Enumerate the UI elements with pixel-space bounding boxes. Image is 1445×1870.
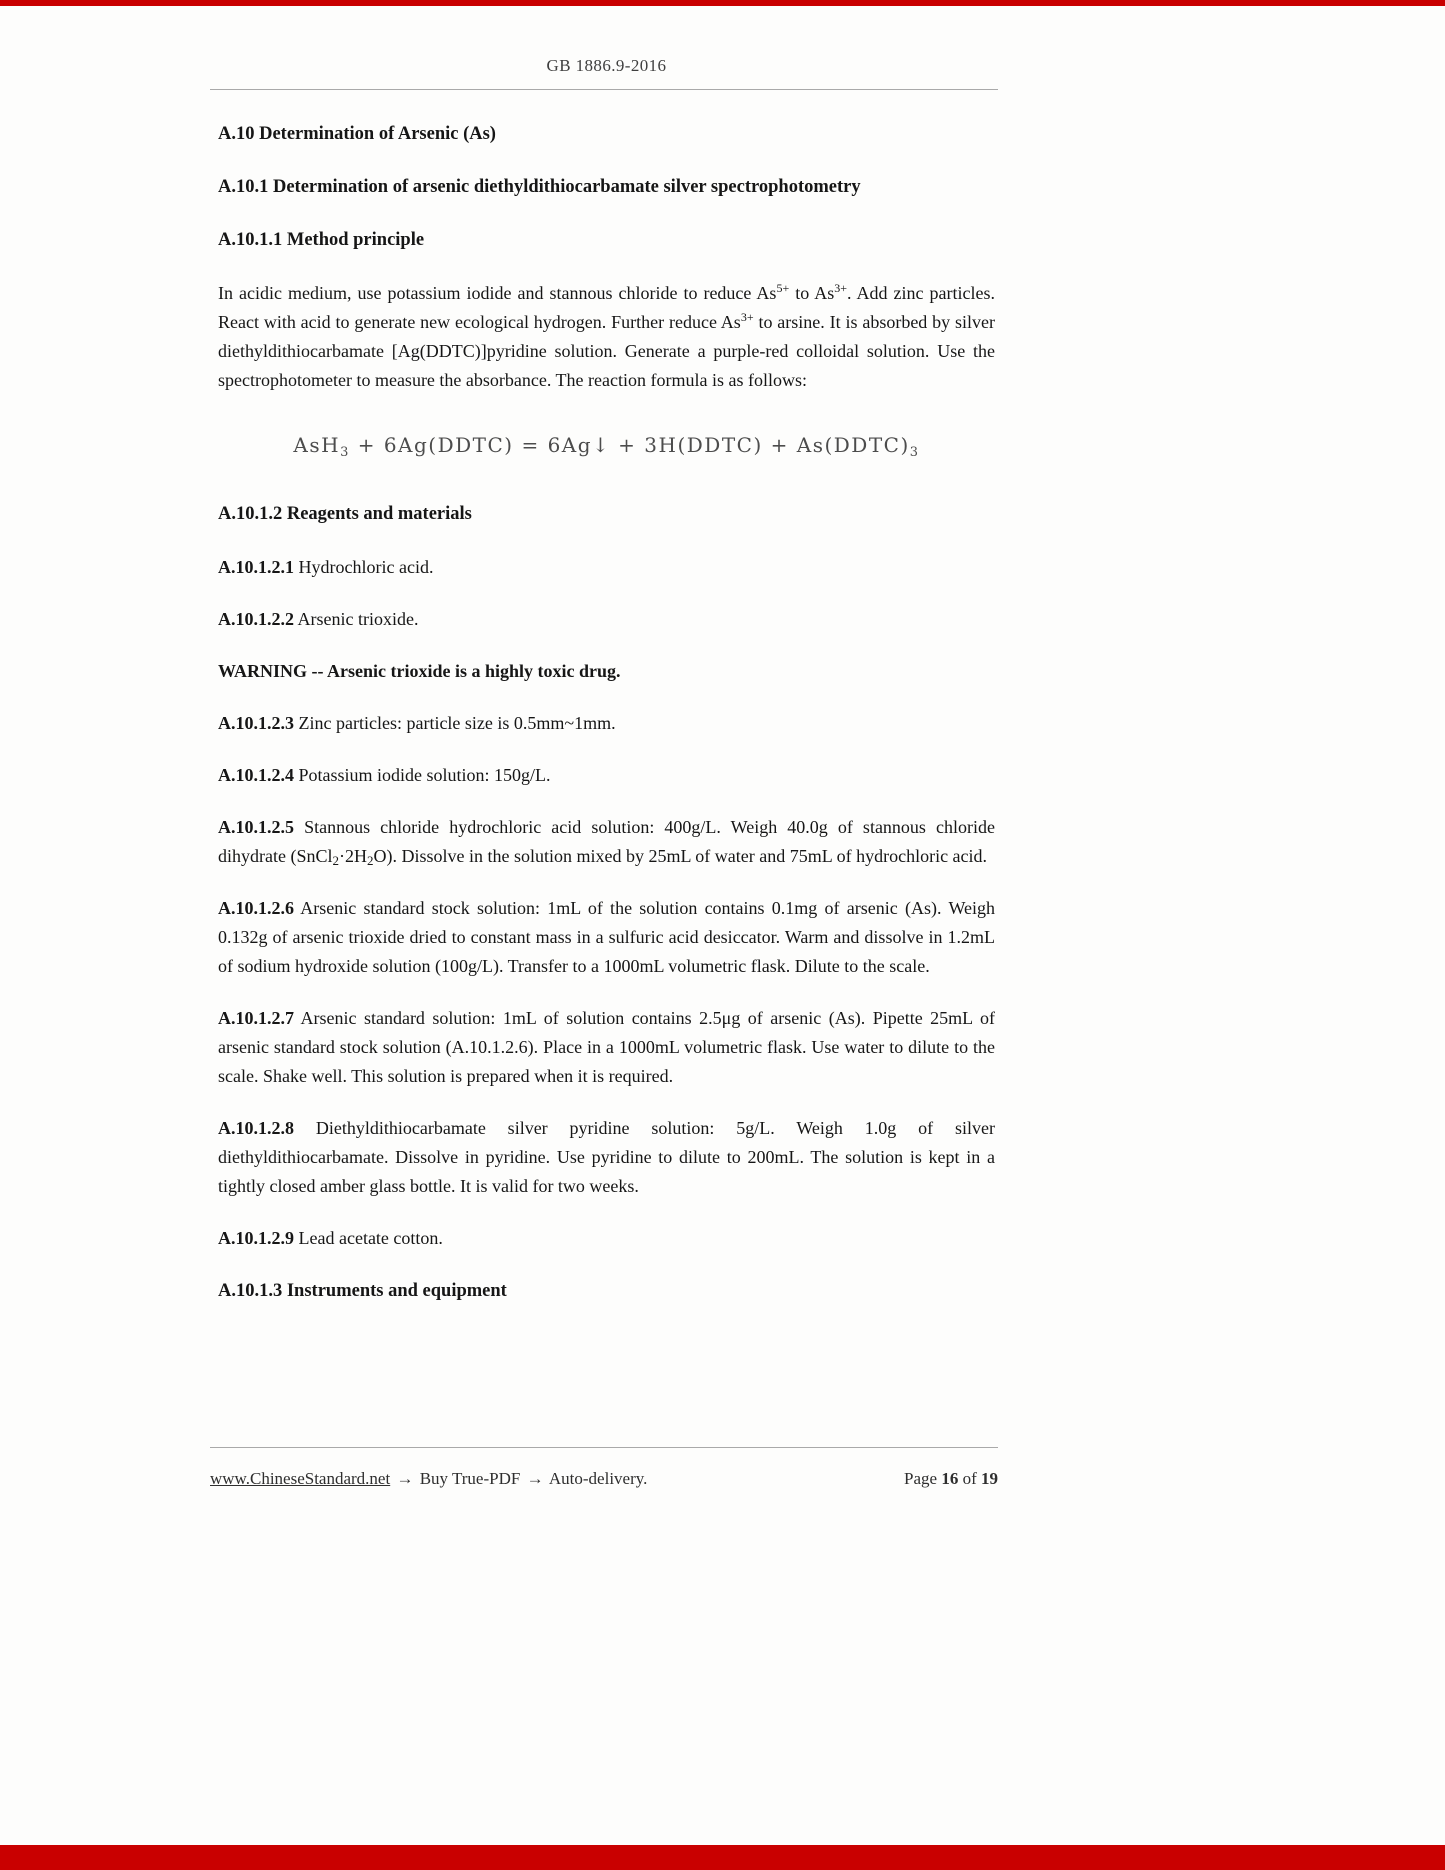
heading-a10-1-2: A.10.1.2 Reagents and materials [218, 504, 472, 524]
red-edge-bottom [0, 1845, 1445, 1870]
reagent-item-5 [218, 813, 995, 871]
footer-rule [210, 1447, 998, 1448]
text-run: In acidic medium, use potassium iodide and stannous chloride to reduce As [218, 283, 777, 303]
heading-a10-1-3: A.10.1.3 Instruments and equipment [218, 1281, 507, 1301]
item-text: Potassium iodide solution: 150g/L. [294, 765, 551, 785]
document-page [0, 6, 1445, 1845]
item-number: A.10.1.2.5 [218, 817, 294, 837]
item-number: A.10.1.2.2 [218, 609, 294, 629]
reagent-item-3 [218, 709, 995, 738]
item-text: Arsenic standard solution: 1mL of solution contains 2.5μg of arsenic (As). Pipette 25mL of arsenic standard stock solution (A.10.1.2.6). Place in a 1000mL volumetric flask. Use water to dilute to the scale. Shake well. This solution is prepared when it is required. [218, 1008, 995, 1086]
reagent-item-2 [218, 605, 995, 634]
arrow-right-icon: → [396, 1469, 414, 1488]
item-number: A.10.1.2.6 [218, 898, 294, 918]
subscript-run: 3 [909, 445, 920, 460]
item-number: A.10.1.2.1 [218, 557, 294, 577]
item-number: A.10.1.2.7 [218, 1008, 294, 1028]
method-principle-paragraph [218, 279, 995, 395]
heading-a10: A.10 Determination of Arsenic (As) [218, 124, 496, 144]
page-word: Page [904, 1469, 938, 1488]
formula-run: + 6Ag(DDTC) = 6Ag [349, 433, 593, 457]
warning-paragraph: WARNING -- Arsenic trioxide is a highly toxic drug. [218, 661, 621, 681]
page-total: 19 [981, 1469, 998, 1488]
item-text: Lead acetate cotton. [294, 1228, 443, 1248]
page-current: 16 [941, 1469, 959, 1488]
arrow-right-icon: → [526, 1469, 544, 1488]
page-footer [0, 1447, 1445, 1489]
subscript-run: 2 [332, 853, 339, 868]
footer-buy-text: Buy True-PDF [419, 1469, 521, 1488]
website-link[interactable]: www.ChineseStandard.net [210, 1469, 391, 1488]
text-run: . Add zinc particles. React with acid to generate new ecological hydrogen. Further reduce As [218, 283, 995, 332]
footer-left [210, 1469, 647, 1489]
superscript-run: 3+ [740, 310, 754, 324]
formula-run: AsH [293, 433, 341, 457]
superscript-run: 3+ [834, 281, 848, 295]
reagent-item-1 [218, 553, 995, 582]
text-run: to arsine. It is absorbed by silver diethyldithiocarbamate [Ag(DDTC)]pyridine solution. Generate a purple-red colloidal solution. Use the spectrophotometer to measure the absorbance. The reaction formula is as follows: [218, 312, 995, 390]
item-text: Zinc particles: particle size is 0.5mm~1mm. [294, 713, 616, 733]
item-text: Arsenic standard stock solution: 1mL of the solution contains 0.1mg of arsenic (As). Weigh 0.132g of arsenic trioxide dried to constant mass in a sulfuric acid desiccator. Warm and dissolve in 1.2mL of sodium hydroxide solution (100g/L). Transfer to a 1000mL volumetric flask. Dilute to the scale. [218, 898, 995, 976]
subscript-run: 3 [340, 445, 350, 460]
item-text: Stannous chloride hydrochloric acid solution: 400g/L. Weigh 40.0g of stannous chloride dihydrate (SnCl [218, 817, 995, 866]
reagent-item-4 [218, 761, 995, 790]
item-text: ·2H [339, 846, 367, 866]
of-word: of [962, 1469, 977, 1488]
item-number: A.10.1.2.3 [218, 713, 294, 733]
reaction-formula [218, 431, 995, 460]
item-number: A.10.1.2.9 [218, 1228, 294, 1248]
item-text: Diethyldithiocarbamate silver pyridine solution: 5g/L. Weigh 1.0g of silver diethyldithiocarbamate. Dissolve in pyridine. Use pyridine to dilute to 200mL. The solution is kept in a tightly closed amber glass bottle. It is valid for two weeks. [218, 1118, 995, 1196]
page-header [0, 56, 1445, 90]
text-run: to As [789, 283, 835, 303]
item-text: Hydrochloric acid. [294, 557, 434, 577]
document-number: GB 1886.9-2016 [546, 56, 667, 75]
reagent-item-9 [218, 1224, 995, 1253]
item-number: A.10.1.2.8 [218, 1118, 294, 1138]
heading-a10-1: A.10.1 Determination of arsenic diethyldithiocarbamate silver spectrophotometry [218, 177, 861, 197]
item-text: O). Dissolve in the solution mixed by 25mL of water and 75mL of hydrochloric acid. [373, 846, 988, 866]
precipitate-arrow-icon: ↓ [592, 433, 611, 457]
reagent-item-6 [218, 894, 995, 981]
item-text: Arsenic trioxide. [294, 609, 419, 629]
reagent-item-8 [218, 1114, 995, 1201]
superscript-run: 5+ [776, 281, 790, 295]
heading-a10-1-1: A.10.1.1 Method principle [218, 230, 425, 250]
footer-delivery-text: Auto-delivery. [548, 1469, 648, 1488]
page-number [904, 1469, 998, 1489]
header-rule [210, 89, 998, 90]
reagent-item-7 [218, 1004, 995, 1091]
document-content [218, 120, 995, 1306]
formula-run: + 3H(DDTC) + As(DDTC) [610, 433, 910, 457]
item-number: A.10.1.2.4 [218, 765, 294, 785]
subscript-run: 2 [367, 853, 374, 868]
